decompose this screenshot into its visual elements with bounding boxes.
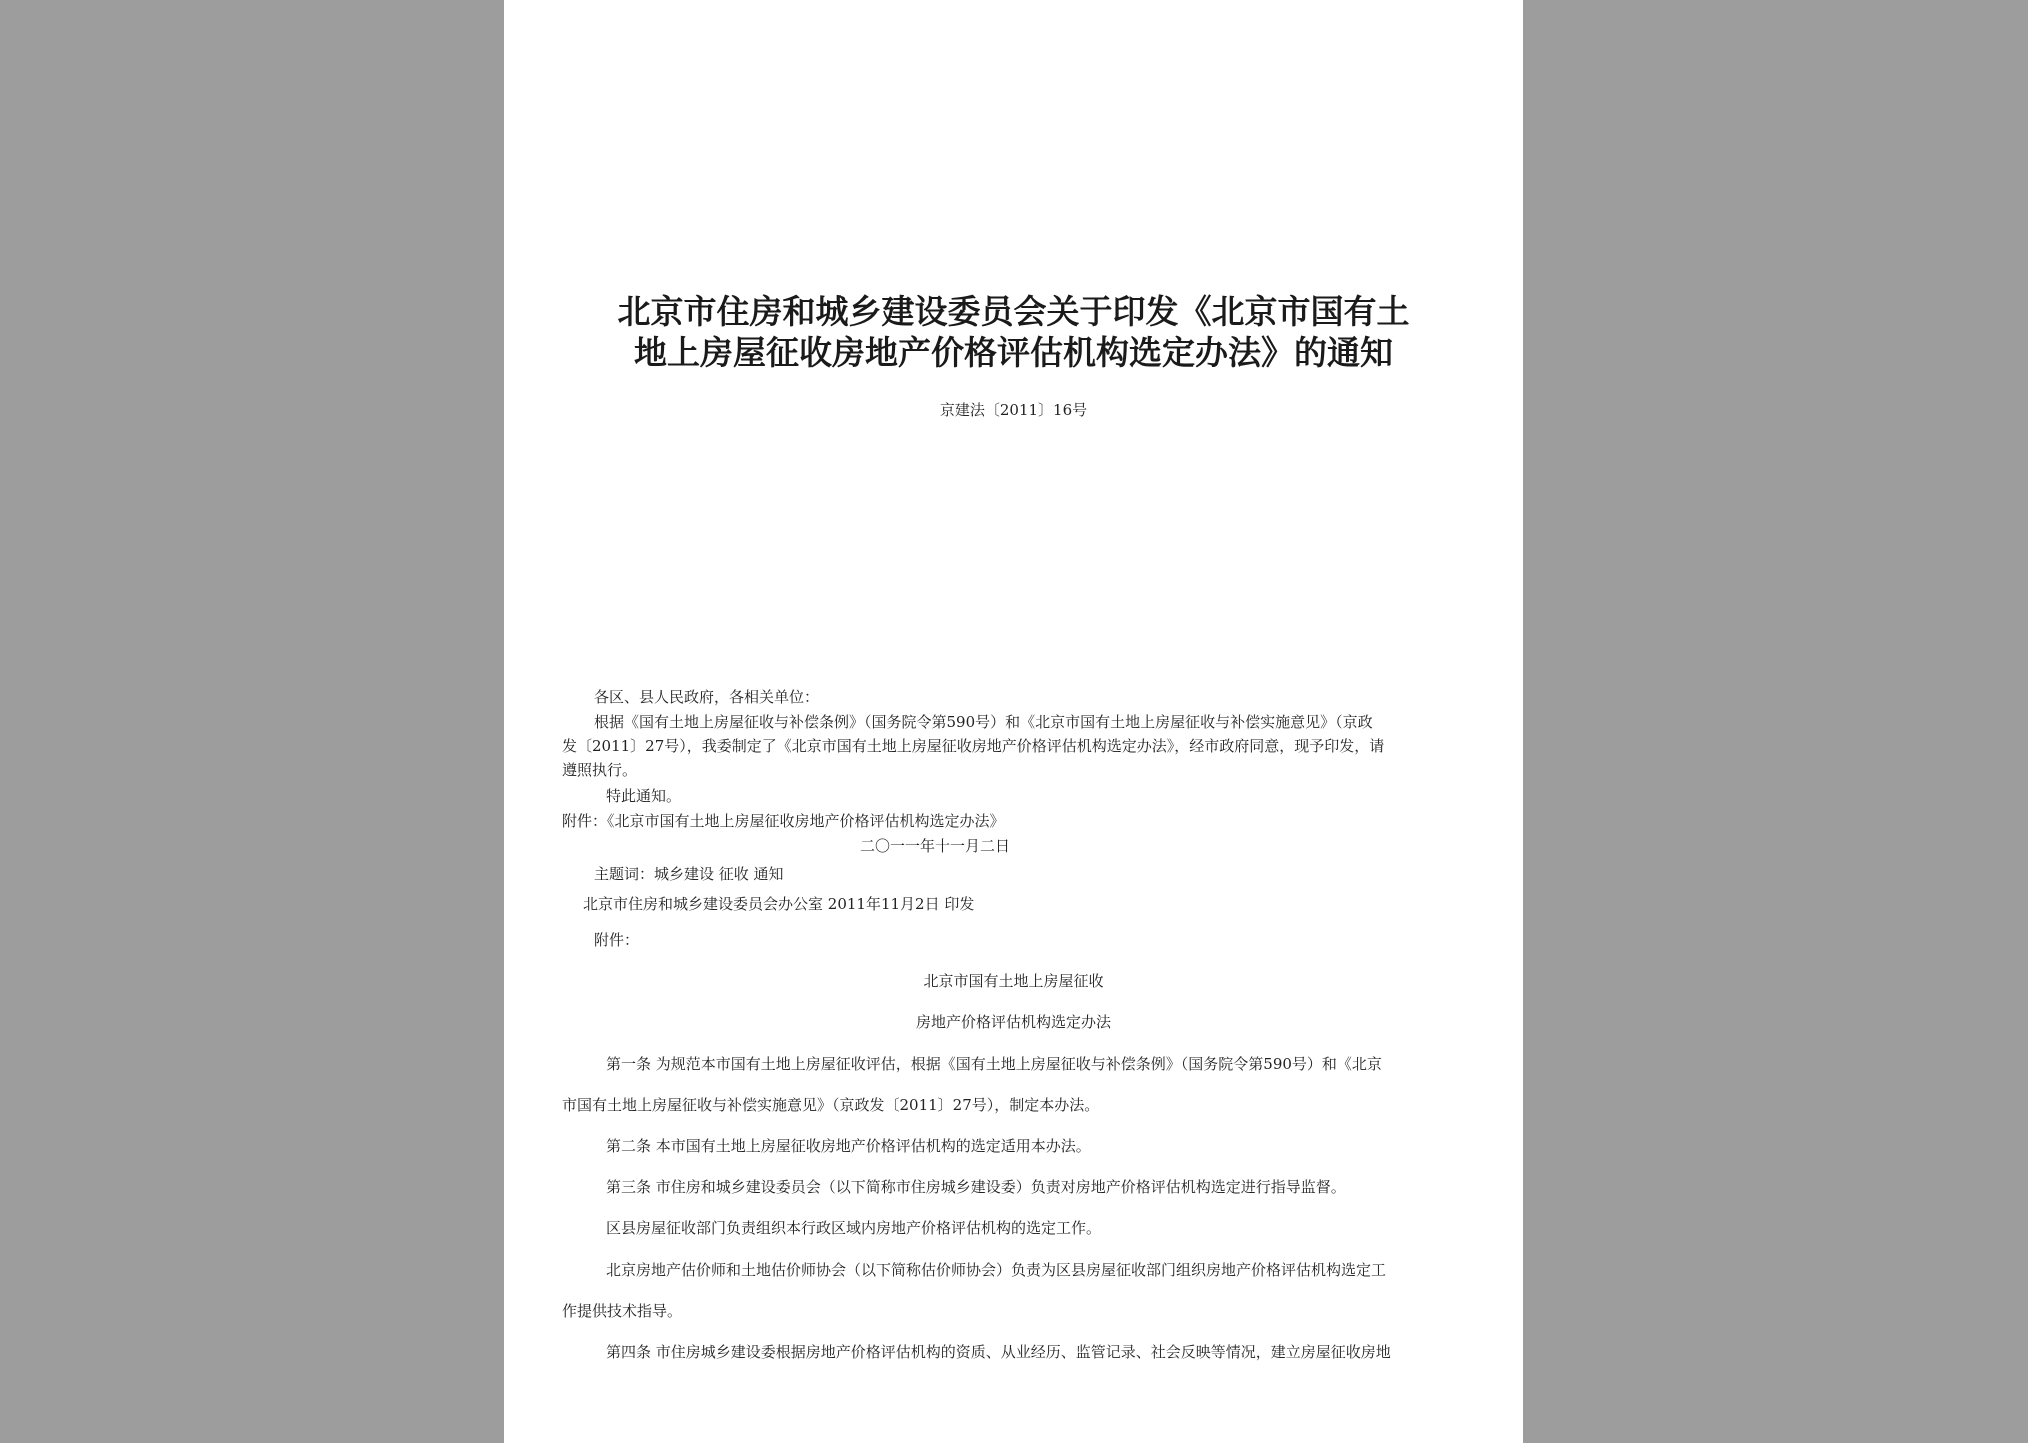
article-1-line-1: 第一条 为规范本市国有土地上房屋征收评估，根据《国有土地上房屋征收与补偿条例》（国务院令第590号）和《北京 — [606, 1055, 1382, 1073]
article-3-paragraph-2: 区县房屋征收部门负责组织本行政区域内房地产价格评估机构的选定工作。 — [606, 1219, 1102, 1237]
document-number: 京建法〔2011〕16号 — [939, 401, 1088, 419]
article-3: 第三条 市住房和城乡建设委员会（以下简称市住房城乡建设委）负责对房地产价格评估机构选定进行指导监督。 — [606, 1178, 1346, 1196]
document-title-line-2: 地上房屋征收房地产价格评估机构选定办法》的通知 — [634, 333, 1393, 372]
article-2: 第二条 本市国有土地上房屋征收房地产价格评估机构的选定适用本办法。 — [606, 1137, 1091, 1155]
article-3-paragraph-3-line-2: 作提供技术指导。 — [562, 1302, 683, 1320]
article-3-paragraph-3-line-1: 北京房地产估价师和土地估价师协会（以下简称估价师协会）负责为区县房屋征收部门组织房地产价格评估机构选定工 — [606, 1261, 1387, 1279]
keywords: 主题词：城乡建设 征收 通知 — [594, 865, 784, 883]
annex-title-line-1: 北京市国有土地上房屋征收 — [923, 972, 1104, 990]
salutation: 各区、县人民政府，各相关单位： — [594, 688, 820, 706]
document-page — [504, 0, 1523, 1443]
body-line-2: 发〔2011〕27号），我委制定了《北京市国有土地上房屋征收房地产价格评估机构选定办法》，经市政府同意，现予印发，请 — [562, 737, 1385, 755]
notice-end: 特此通知。 — [606, 787, 682, 805]
attachment-line: 附件：《北京市国有土地上房屋征收房地产价格评估机构选定办法》 — [562, 812, 1005, 830]
body-line-1: 根据《国有土地上房屋征收与补偿条例》（国务院令第590号）和《北京市国有土地上房屋征收与补偿实施意见》（京政 — [594, 713, 1373, 731]
annex-title-line-2: 房地产价格评估机构选定办法 — [915, 1013, 1111, 1031]
document-title-line-1: 北京市住房和城乡建设委员会关于印发《北京市国有土 — [617, 292, 1410, 331]
issue-date: 二〇一一年十一月二日 — [860, 837, 1011, 855]
article-4-line-1: 第四条 市住房城乡建设委根据房地产价格评估机构的资质、从业经历、监管记录、社会反映等情况，建立房屋征收房地 — [606, 1343, 1391, 1361]
attachment-label: 附件： — [594, 931, 640, 949]
issuer-line: 北京市住房和城乡建设委员会办公室 2011年11月2日 印发 — [583, 895, 975, 913]
article-1-line-2: 市国有土地上房屋征收与补偿实施意见》（京政发〔2011〕27号），制定本办法。 — [562, 1096, 1100, 1114]
body-line-3: 遵照执行。 — [562, 761, 638, 779]
